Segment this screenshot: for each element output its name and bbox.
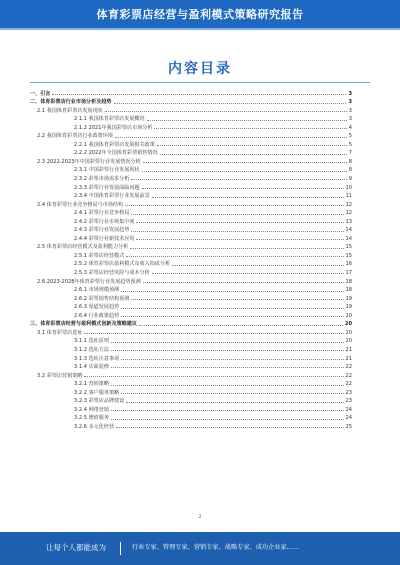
toc-entry-label: 2.5.1 彩票店经营模式 [74,252,125,259]
toc-leader-dots [157,145,347,146]
toc-entry-page: 14 [345,235,352,242]
toc-entry-page: 14 [345,227,352,234]
toc-leader-dots [154,128,346,129]
toc-leader-dots [172,265,343,266]
toc-entry[interactable] [30,216,352,225]
toc-entry[interactable] [30,182,352,191]
toc-entry-label: 2.4.4 彩票行业新技术应用 [74,235,135,242]
toc-entry[interactable] [30,344,352,353]
toc-entry-label: 2.4.3 彩票行业发展趋势 [74,227,130,234]
toc-entry-label: 3.2 彩票店营销策略 [37,372,83,379]
toc-entry-label: 2.3.3 彩票行业发展面临问题 [74,184,140,191]
toc-entry-label: 2.6.2 彩票销售结构预测 [74,295,130,302]
toc-entry-label: 2.4.1 彩票行业竞争格局 [74,210,130,217]
toc-entry-label: 2.4 体育彩票行业竞争格局与市场结构 [37,201,124,208]
toc-leader-dots [111,350,344,351]
table-of-contents [30,88,352,430]
toc-entry-label: 3.2.3 彩票店品牌建设 [74,398,125,405]
toc-entry-label: 3.2.5 增值服务 [74,415,109,422]
toc-entry-label: 3.2.6 多元化经营 [74,423,115,430]
toc-entry-page: 3 [348,90,352,97]
toc-entry[interactable] [30,276,352,285]
toc-leader-dots [136,239,343,240]
toc-entry-page: 3 [348,107,352,114]
toc-entry-page: 24 [345,406,352,413]
toc-entry[interactable] [30,122,352,131]
toc-entry-label: 2.6.4 行业政策趋势 [74,312,120,319]
toc-entry-label: 2.1 我国体育彩票店发展现状 [37,107,103,114]
toc-entry-page: 13 [345,218,352,225]
toc-entry-page: 12 [345,210,352,217]
toc-entry-label: 3.1 体育彩票店选址 [37,329,83,336]
toc-leader-dots [121,359,343,360]
toc-leader-dots [130,248,343,249]
toc-leader-dots [131,214,343,215]
toc-leader-dots [111,342,344,343]
toc-entry[interactable] [30,139,352,148]
toc-entry[interactable] [30,242,352,251]
toc-entry-page: 20 [344,321,352,328]
toc-entry[interactable] [30,379,352,388]
toc-entry[interactable] [30,225,352,234]
toc-leader-dots [84,376,343,377]
toc-entry-label: 3.2.1 营销策略 [74,381,109,388]
toc-leader-dots [152,273,344,274]
toc-entry[interactable] [30,336,352,345]
toc-entry-label: 2.2 我国体育彩票店行业政策环境 [37,133,113,140]
toc-entry[interactable] [30,191,352,200]
toc-leader-dots [160,154,347,155]
toc-leader-dots [142,188,344,189]
toc-entry-label: 2.6.1 市场规模预测 [74,287,120,294]
toc-entry-label: 2.3.4 中国体育彩票行业发展前景 [74,193,150,200]
toc-entry-page: 20 [345,329,352,336]
toc-entry-page: 8 [348,158,352,165]
toc-entry[interactable] [30,208,352,217]
toc-entry-page: 5 [348,133,352,140]
toc-leader-dots [111,367,344,368]
toc-entry-page: 16 [345,261,352,268]
toc-entry[interactable] [30,173,352,182]
toc-leader-dots [147,120,347,121]
toc-entry-page: 22 [345,364,352,371]
toc-entry[interactable] [30,353,352,362]
toc-entry-label: 一、引言 [30,90,51,97]
toc-leader-dots [143,162,347,163]
toc-entry[interactable] [30,413,352,422]
toc-leader-dots [111,410,344,411]
toc-entry-label: 2.5.2 体育彩票店盈利模式及收入构成分析 [74,261,171,268]
toc-entry-label: 3.1.3 选址注意事项 [74,355,120,362]
toc-leader-dots [152,197,344,198]
footer-bar [0,532,400,565]
toc-entry[interactable] [30,319,352,328]
toc-entry-page: 12 [345,201,352,208]
toc-entry-page: 10 [345,184,352,191]
toc-leader-dots [131,231,343,232]
toc-entry-label: 3.2.2 客户服务策略 [74,389,120,396]
toc-entry-page: 19 [345,304,352,311]
toc-entry-page: 11 [345,193,352,200]
toc-leader-dots [115,137,347,138]
toc-leader-dots [121,291,343,292]
toc-leader-dots [131,179,346,180]
toc-entry-page: 22 [345,381,352,388]
toc-entry[interactable] [30,165,352,174]
toc-heading: 内容目录 [168,61,232,77]
toc-leader-dots [111,385,344,386]
toc-leader-dots [139,325,343,326]
toc-entry[interactable] [30,267,352,276]
toc-leader-dots [84,333,343,334]
toc-entry[interactable] [30,421,352,430]
toc-leader-dots [131,299,343,300]
toc-leader-dots [136,222,343,223]
toc-leader-dots [105,111,347,112]
toc-entry-page: 15 [345,244,352,251]
toc-entry[interactable] [30,250,352,259]
page-number: 2 [198,514,202,520]
report-header-bar [0,0,400,30]
toc-entry-page: 18 [345,278,352,285]
toc-entry-label: 2.3 2022-2023年中国彩票行业发展情况分析 [37,158,141,165]
toc-entry[interactable] [30,387,352,396]
toc-leader-dots [116,427,343,428]
footer-slogan-left: 让每个人都能成为 [46,543,106,552]
toc-entry-page: 18 [345,287,352,294]
toc-leader-dots [126,256,343,257]
toc-entry-page: 23 [345,389,352,396]
toc-entry[interactable] [30,156,352,165]
toc-entry-page: 23 [345,398,352,405]
toc-entry[interactable] [30,88,352,97]
toc-entry-page: 4 [348,124,352,131]
toc-entry-label: 3.2.4 网络营销 [74,406,109,413]
toc-entry-label: 2.6.3 渠道发展趋势 [74,304,120,311]
toc-entry-label: 2.2.1 我国体育彩票店发展相关政策 [74,141,155,148]
toc-leader-dots [126,402,343,403]
toc-entry[interactable] [30,362,352,371]
toc-entry-page: 7 [348,150,352,157]
toc-entry-page: 8 [348,167,352,174]
toc-entry[interactable] [30,310,352,319]
toc-entry[interactable] [30,302,352,311]
toc-entry-label: 2.5.3 彩票店经营风险与成本分析 [74,270,150,277]
toc-entry-label: 2.1.2 2021年我国彩票店市场分析 [74,124,153,131]
toc-entry-page: 22 [345,372,352,379]
toc-entry-page: 24 [345,415,352,422]
toc-entry[interactable] [30,259,352,268]
toc-entry-page: 19 [345,295,352,302]
toc-entry-label: 2.6 2023-2028年体育彩票行业发展趋势预测 [37,278,141,285]
toc-entry-label: 三、体育彩票店经营与盈利模式创新及策略建议 [30,321,137,328]
toc-entry-page: 17 [345,270,352,277]
toc-entry-page: 9 [348,176,352,183]
toc-entry[interactable] [30,285,352,294]
toc-entry[interactable] [30,404,352,413]
toc-entry[interactable] [30,199,352,208]
toc-leader-dots [125,205,343,206]
toc-entry-page: 20 [345,338,352,345]
toc-entry[interactable] [30,114,352,123]
toc-entry[interactable] [30,327,352,336]
toc-leader-dots [121,308,343,309]
toc-entry-label: 2.2.2 2022年全国体育彩票销售情况 [74,150,158,157]
toc-entry[interactable] [30,396,352,405]
toc-entry[interactable] [30,148,352,157]
toc-entry[interactable] [30,233,352,242]
toc-heading-divider [30,82,370,83]
footer-divider [120,542,121,555]
toc-entry-page: 21 [345,355,352,362]
toc-entry-label: 二、体育彩票店行业市场分析及趋势 [30,99,112,106]
toc-entry-page: 5 [348,141,352,148]
toc-entry[interactable] [30,105,352,114]
toc-entry-page: 21 [345,346,352,353]
toc-leader-dots [121,393,343,394]
toc-entry-page: 3 [348,116,352,123]
toc-entry-label: 2.4.2 彩票行业市场集中度 [74,218,135,225]
toc-leader-dots [111,419,344,420]
toc-leader-dots [114,103,347,104]
toc-entry[interactable] [30,293,352,302]
toc-entry-label: 2.3.2 彩票市场需求分析 [74,176,130,183]
toc-entry[interactable] [30,370,352,379]
toc-entry[interactable] [30,131,352,140]
toc-entry-label: 3.1.1 选址原则 [74,338,109,345]
toc-leader-dots [143,282,344,283]
toc-entry-label: 2.3.1 中国彩票行业发展现状 [74,167,140,174]
footer-slogan-right: 行业专家、管理专家、营销专家、战略专家、成功企业家…… [132,544,300,551]
toc-entry-page: 25 [345,423,352,430]
toc-entry[interactable] [30,97,352,106]
toc-leader-dots [121,316,343,317]
toc-entry-label: 2.1.1 我国体育彩票店发展概况 [74,116,145,123]
toc-entry-label: 2.5 体育彩票店经营模式及盈利能力分析 [37,244,129,251]
toc-entry-page: 3 [348,99,352,106]
toc-leader-dots [52,94,346,95]
report-title: 体育彩票店经营与盈利模式策略研究报告 [96,8,304,21]
toc-entry-page: 15 [345,252,352,259]
toc-leader-dots [142,171,347,172]
toc-entry-label: 3.1.2 选址方法 [74,346,109,353]
toc-entry-page: 20 [345,312,352,319]
toc-entry-label: 3.1.4 店面装修 [74,364,109,371]
